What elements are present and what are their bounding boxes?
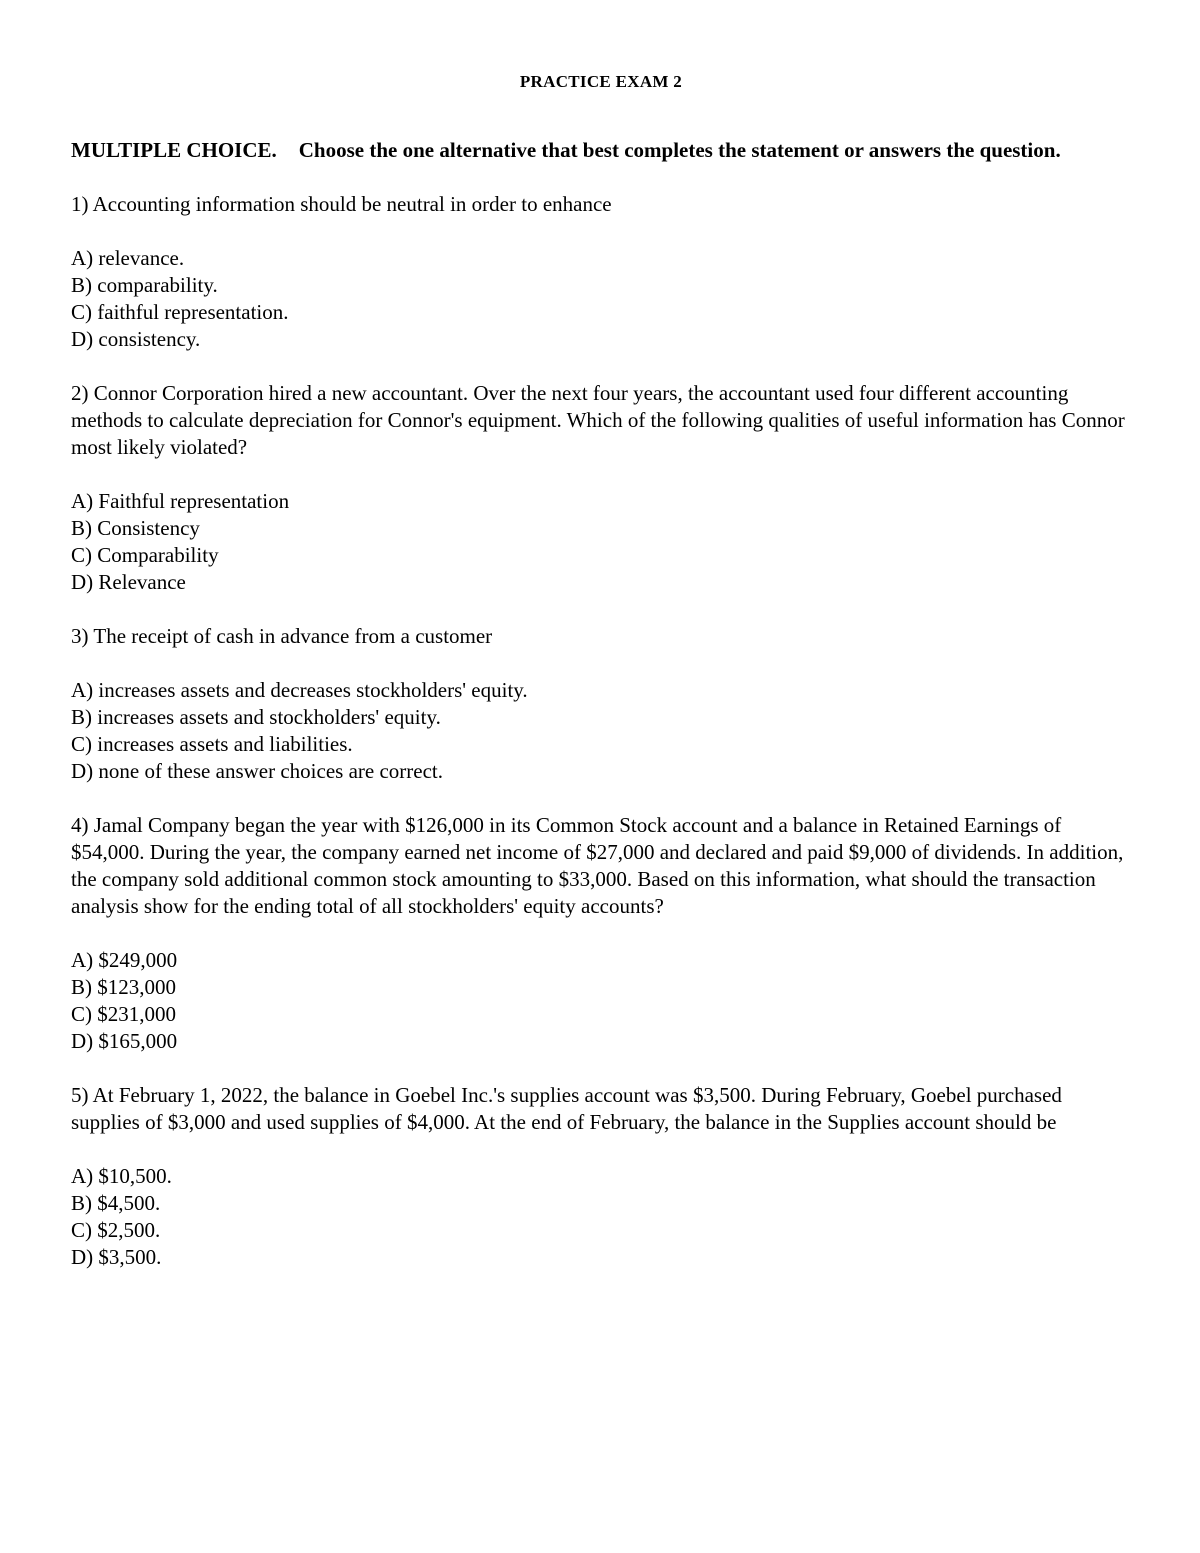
option-d: D) consistency.: [71, 327, 201, 351]
answer-options: [71, 947, 1131, 1055]
question-stem: 4) Jamal Company began the year with $126,000 in its Common Stock account and a balance in Retained Earnings of $54,000. During the year, the company earned net income of $27,000 and declared and paid $9,000 of dividends. In addition, the company sold additional common stock amounting to $33,000. Based on this information, what should the transaction analysis show for the ending total of all stockholders' equity accounts?: [71, 813, 1124, 918]
question-4: [71, 812, 1131, 1055]
option-a: A) relevance.: [71, 246, 185, 270]
option-a: A) $249,000: [71, 948, 178, 972]
instructions: [71, 137, 1131, 164]
question-1: [71, 191, 1131, 353]
answer-options: [71, 677, 1131, 785]
question-stem: 1) Accounting information should be neutral in order to enhance: [71, 192, 612, 216]
option-a: A) Faithful representation: [71, 489, 290, 513]
option-b: B) $4,500.: [71, 1191, 161, 1215]
option-c: C) $2,500.: [71, 1218, 161, 1242]
question-2: [71, 380, 1131, 596]
instructions-lead: MULTIPLE CHOICE.: [71, 138, 277, 162]
answer-options: [71, 488, 1131, 596]
answer-options: [71, 1163, 1131, 1271]
option-b: B) $123,000: [71, 975, 176, 999]
option-a: A) increases assets and decreases stockholders' equity.: [71, 678, 528, 702]
answer-options: [71, 245, 1131, 353]
option-d: D) Relevance: [71, 570, 186, 594]
option-c: C) faithful representation.: [71, 300, 289, 324]
question-stem: 3) The receipt of cash in advance from a customer: [71, 624, 493, 648]
question-stem: 2) Connor Corporation hired a new accountant. Over the next four years, the accountant used four different accounting methods to calculate depreciation for Connor's equipment. Which of the following qualities of useful information has Connor most likely violated?: [71, 381, 1125, 459]
question-3: [71, 623, 1131, 785]
exam-page: [71, 72, 1131, 1298]
option-d: D) none of these answer choices are correct.: [71, 759, 443, 783]
option-a: A) $10,500.: [71, 1164, 172, 1188]
option-d: D) $3,500.: [71, 1245, 162, 1269]
option-c: C) Comparability: [71, 543, 219, 567]
instructions-text: Choose the one alternative that best completes the statement or answers the question.: [298, 138, 1061, 162]
question-stem: 5) At February 1, 2022, the balance in Goebel Inc.'s supplies account was $3,500. During February, Goebel purchased supplies of $3,000 and used supplies of $4,000. At the end of February, the balance in the Supplies account should be: [71, 1083, 1062, 1134]
option-c: C) increases assets and liabilities.: [71, 732, 353, 756]
option-c: C) $231,000: [71, 1002, 176, 1026]
question-5: [71, 1082, 1131, 1271]
option-b: B) comparability.: [71, 273, 218, 297]
option-b: B) increases assets and stockholders' equity.: [71, 705, 441, 729]
option-b: B) Consistency: [71, 516, 200, 540]
option-d: D) $165,000: [71, 1029, 178, 1053]
page-title: PRACTICE EXAM 2: [519, 72, 683, 91]
